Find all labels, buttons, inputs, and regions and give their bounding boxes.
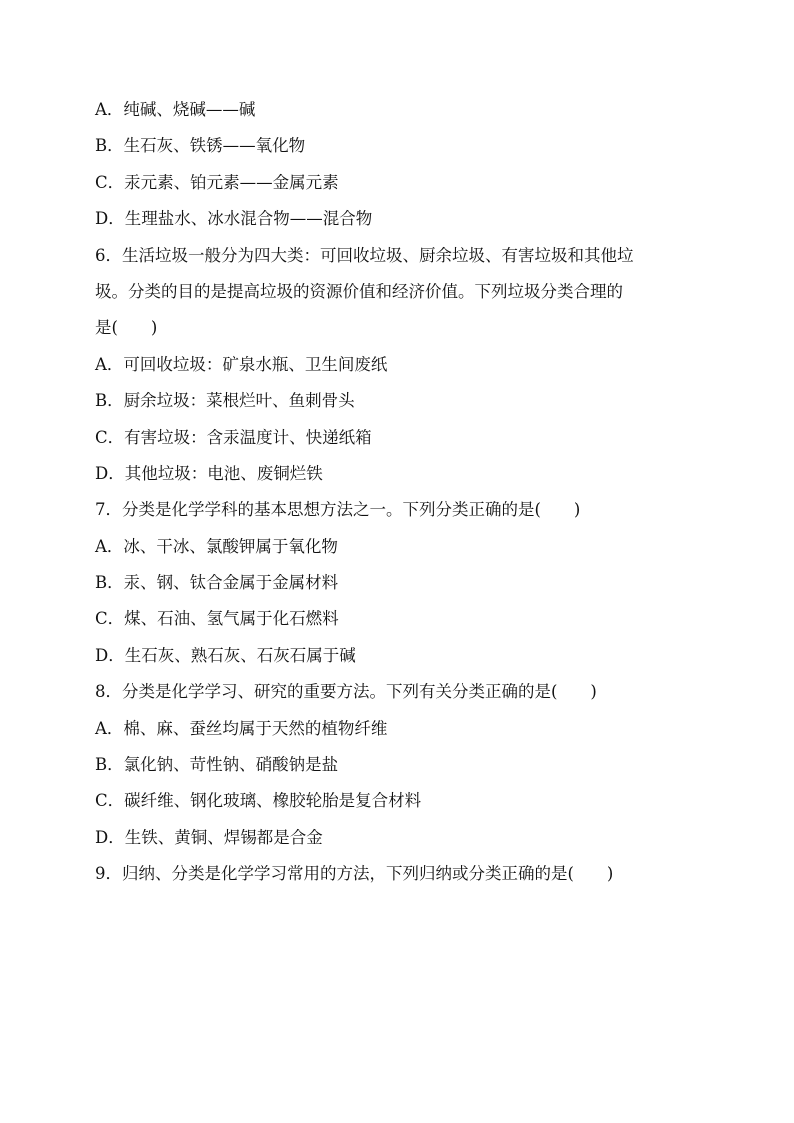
question-6-option-b: B．厨余垃圾：菜根烂叶、鱼刺骨头 xyxy=(95,391,355,411)
question-5-option-b: B．生石灰、铁锈——氧化物 xyxy=(95,136,306,156)
question-7-option-d: D．生石灰、熟石灰、石灰石属于碱 xyxy=(95,645,356,665)
question-6-option-a: A．可回收垃圾：矿泉水瓶、卫生间废纸 xyxy=(95,354,388,374)
question-8-option-b: B．氯化钠、苛性钠、硝酸钠是盐 xyxy=(95,755,339,775)
question-7-option-c: C．煤、石油、氢气属于化石燃料 xyxy=(95,609,339,629)
question-7 xyxy=(95,492,715,674)
question-5-option-d: D．生理盐水、冰水混合物——混合物 xyxy=(95,209,373,229)
question-7-option-b: B．汞、钢、钛合金属于金属材料 xyxy=(95,573,339,593)
question-6-stem-line-3: 是( ) xyxy=(95,318,158,338)
question-6 xyxy=(95,238,715,493)
question-7-stem: 7．分类是化学学科的基本思想方法之一。下列分类正确的是( ) xyxy=(95,500,581,520)
question-8-stem: 8．分类是化学学习、研究的重要方法。下列有关分类正确的是( ) xyxy=(95,682,597,702)
question-6-stem-line-1: 6．生活垃圾一般分为四大类：可回收垃圾、厨余垃圾、有害垃圾和其他垃 xyxy=(95,245,634,265)
question-8-option-d: D．生铁、黄铜、焊锡都是合金 xyxy=(95,827,323,847)
question-9 xyxy=(95,856,715,892)
question-5-option-c: C．汞元素、铂元素——金属元素 xyxy=(95,172,339,192)
question-6-stem-line-2: 圾。分类的目的是提高垃圾的资源价值和经济价值。下列垃圾分类合理的 xyxy=(95,281,623,301)
question-7-option-a: A．冰、干冰、氯酸钾属于氧化物 xyxy=(95,536,338,556)
question-5-option-a: A．纯碱、烧碱——碱 xyxy=(95,100,256,119)
question-8-option-a: A．棉、麻、蚕丝均属于天然的植物纤维 xyxy=(95,718,388,738)
question-8-option-c: C．碳纤维、钢化玻璃、橡胶轮胎是复合材料 xyxy=(95,791,422,811)
question-8 xyxy=(95,674,715,856)
question-6-option-c: C．有害垃圾：含汞温度计、快递纸箱 xyxy=(95,427,372,447)
question-5-options xyxy=(95,92,715,238)
question-content xyxy=(95,92,715,893)
question-6-option-d: D．其他垃圾：电池、废铜烂铁 xyxy=(95,463,323,483)
question-9-stem: 9．归纳、分类是化学学习常用的方法，下列归纳或分类正确的是( ) xyxy=(95,864,614,884)
